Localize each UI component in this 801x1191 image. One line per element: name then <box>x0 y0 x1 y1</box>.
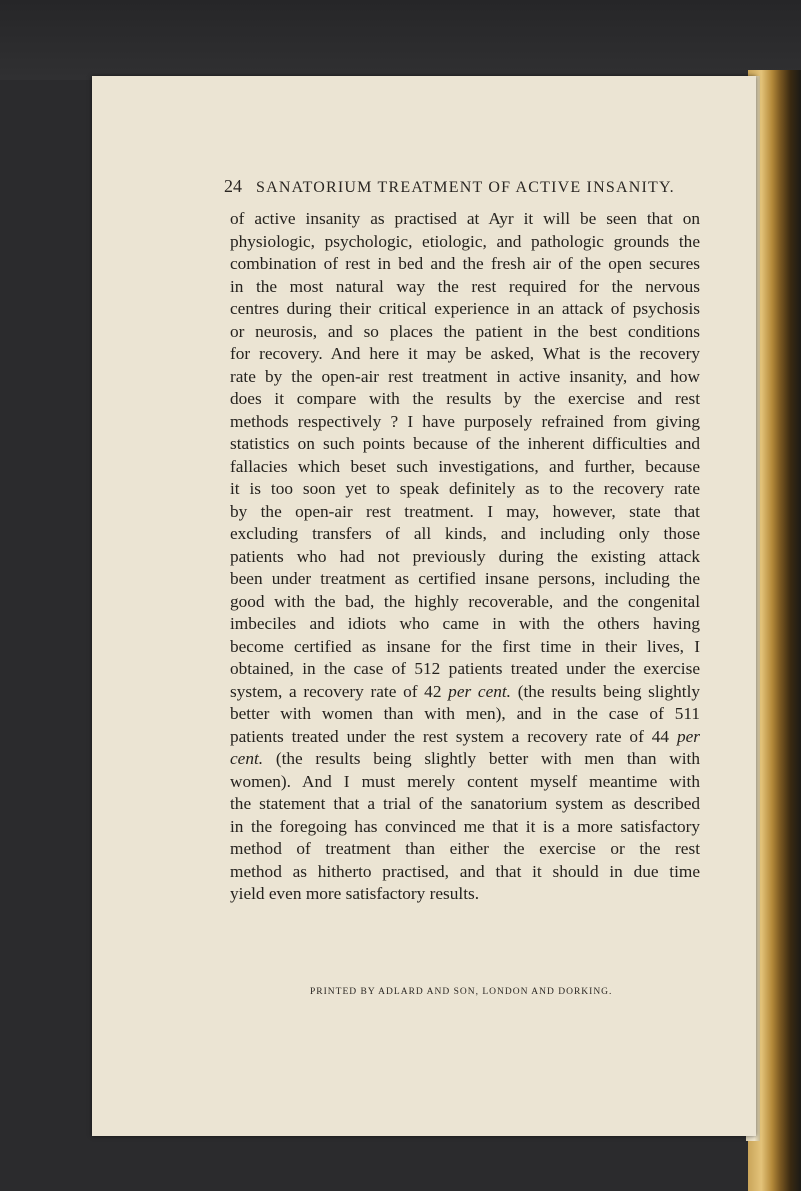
text-line: system, a recovery rate of 42 per cent. (the results being slightly <box>230 681 701 701</box>
text-line: imbeciles and idiots who came in with the others having <box>230 614 700 633</box>
page-content <box>92 76 756 1136</box>
text-line: the statement that a trial of the sanatorium system as described <box>230 794 700 813</box>
text-line: method of treatment than either the exercise or the rest <box>230 839 700 858</box>
text-line: in the foregoing has convinced me that it is a more satisfactory <box>230 816 700 836</box>
text-line: it is too soon yet to speak definitely as to the recovery rate <box>230 479 700 498</box>
text-line: better with women than with men), and in the case of 511 <box>230 704 700 723</box>
text-line: yield even more satisfactory results. <box>230 884 480 903</box>
text-line: or neurosis, and so places the patient in the best conditions <box>230 321 700 341</box>
text-line: by the open-air rest treatment. I may, however, state that <box>230 501 700 521</box>
text-line: excluding transfers of all kinds, and including only those <box>230 524 700 543</box>
text-line: method as hitherto practised, and that it should in due time <box>230 861 700 881</box>
printer-imprint: PRINTED BY ADLARD AND SON, LONDON AND DORKING. <box>310 987 613 997</box>
text-line: become certified as insane for the first time in their lives, I <box>230 636 700 656</box>
page-number: 24 <box>224 176 242 196</box>
backdrop <box>0 0 801 80</box>
text-line: fallacies which beset such investigations, and further, because <box>230 456 700 476</box>
text-line: combination of rest in bed and the fresh air of the open secures <box>230 254 700 273</box>
text-line: centres during their critical experience in an attack of psychosis <box>230 299 700 318</box>
text-line: statistics on such points because of the inherent difficulties and <box>230 434 700 453</box>
text-line: been under treatment as certified insane persons, including the <box>230 569 700 588</box>
text-line: rate by the open-air rest treatment in active insanity, and how <box>230 366 700 386</box>
running-head <box>224 176 744 197</box>
text-line: does it compare with the results by the exercise and rest <box>230 389 700 408</box>
text-line: patients who had not previously during the existing attack <box>230 546 700 566</box>
body-paragraph <box>230 208 700 906</box>
book-page <box>92 76 756 1136</box>
text-line: of active insanity as practised at Ayr it will be seen that on <box>230 209 700 228</box>
text-line: in the most natural way the rest required for the nervous <box>230 276 700 296</box>
running-title: SANATORIUM TREATMENT OF ACTIVE INSANITY. <box>256 179 675 196</box>
text-line: women). And I must merely content myself meantime with <box>230 771 700 791</box>
text-line: good with the bad, the highly recoverable, and the congenital <box>230 591 700 611</box>
text-line: cent. (the results being slightly better with men than with <box>230 749 700 768</box>
text-line: patients treated under the rest system a recovery rate of 44 per <box>230 726 700 746</box>
text-line: for recovery. And here it may be asked, What is the recovery <box>230 344 700 363</box>
text-line: physiologic, psychologic, etiologic, and pathologic grounds the <box>230 231 700 251</box>
text-line: obtained, in the case of 512 patients treated under the exercise <box>230 659 700 678</box>
text-line: methods respectively ? I have purposely refrained from giving <box>230 411 700 431</box>
